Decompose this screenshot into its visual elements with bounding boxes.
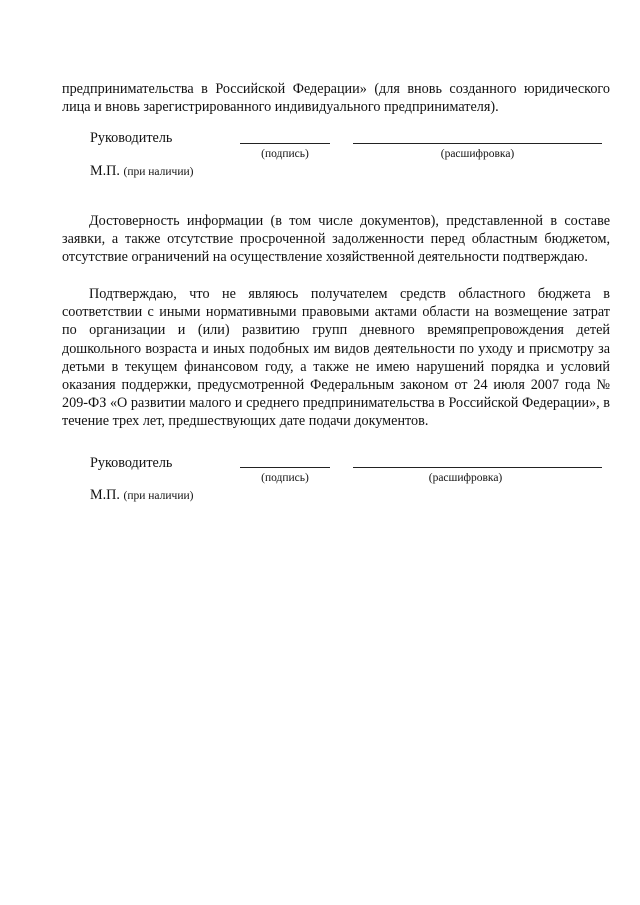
decoding-line: [353, 143, 602, 144]
signature-line: [240, 143, 330, 144]
signatory-role-label: Руководитель: [90, 130, 173, 146]
signatory-role-label-2: Руководитель: [90, 455, 173, 471]
confirmation-paragraph-2: Подтверждаю, что не являюсь получателем средств областного бюджета в соответствии с иными нормативными правовыми актами области на возмещение затрат по организации и (или) развитию групп дневного времяпрепровождения детей дошкольного возраста и иных подобных им видов деятельности по уходу и присмотру за детьми в текущем финансовом году, а также не имею нарушений порядка и условий оказания поддержки, предусмотренной Федеральным законом от 24 июля 2007 года № 209-ФЗ «О развитии малого и среднего предпринимательства в Российской Федерации», в течение трех лет, предшествующих дате подачи документов.: [62, 286, 610, 430]
seal-label-2: [90, 486, 193, 505]
decoding-caption-2: (расшифровка): [428, 472, 503, 484]
seal-note-2: (при наличии): [123, 490, 194, 502]
seal-main-text-2: М.П.: [90, 487, 120, 503]
seal-note: (при наличии): [123, 166, 194, 178]
signature-caption: (подпись): [261, 148, 309, 160]
seal-main-text: М.П.: [90, 163, 120, 179]
confirmation-paragraph-1: Достоверность информации (в том числе документов), представленной в составе заявки, а также отсутствие просроченной задолженности перед областным бюджетом, отсутствие ограничений на осуществление хозяйственной деятельности подтверждаю.: [62, 213, 610, 266]
intro-paragraph: предпринимательства в Российской Федерации» (для вновь созданного юридического лица и вновь зарегистрированного индивидуального предпринимателя).: [62, 81, 610, 116]
signature-line-2: [240, 467, 330, 468]
signature-caption-2: (подпись): [261, 472, 309, 484]
seal-label: [90, 162, 193, 181]
decoding-line-2: [353, 467, 602, 468]
decoding-caption: (расшифровка): [440, 148, 515, 160]
